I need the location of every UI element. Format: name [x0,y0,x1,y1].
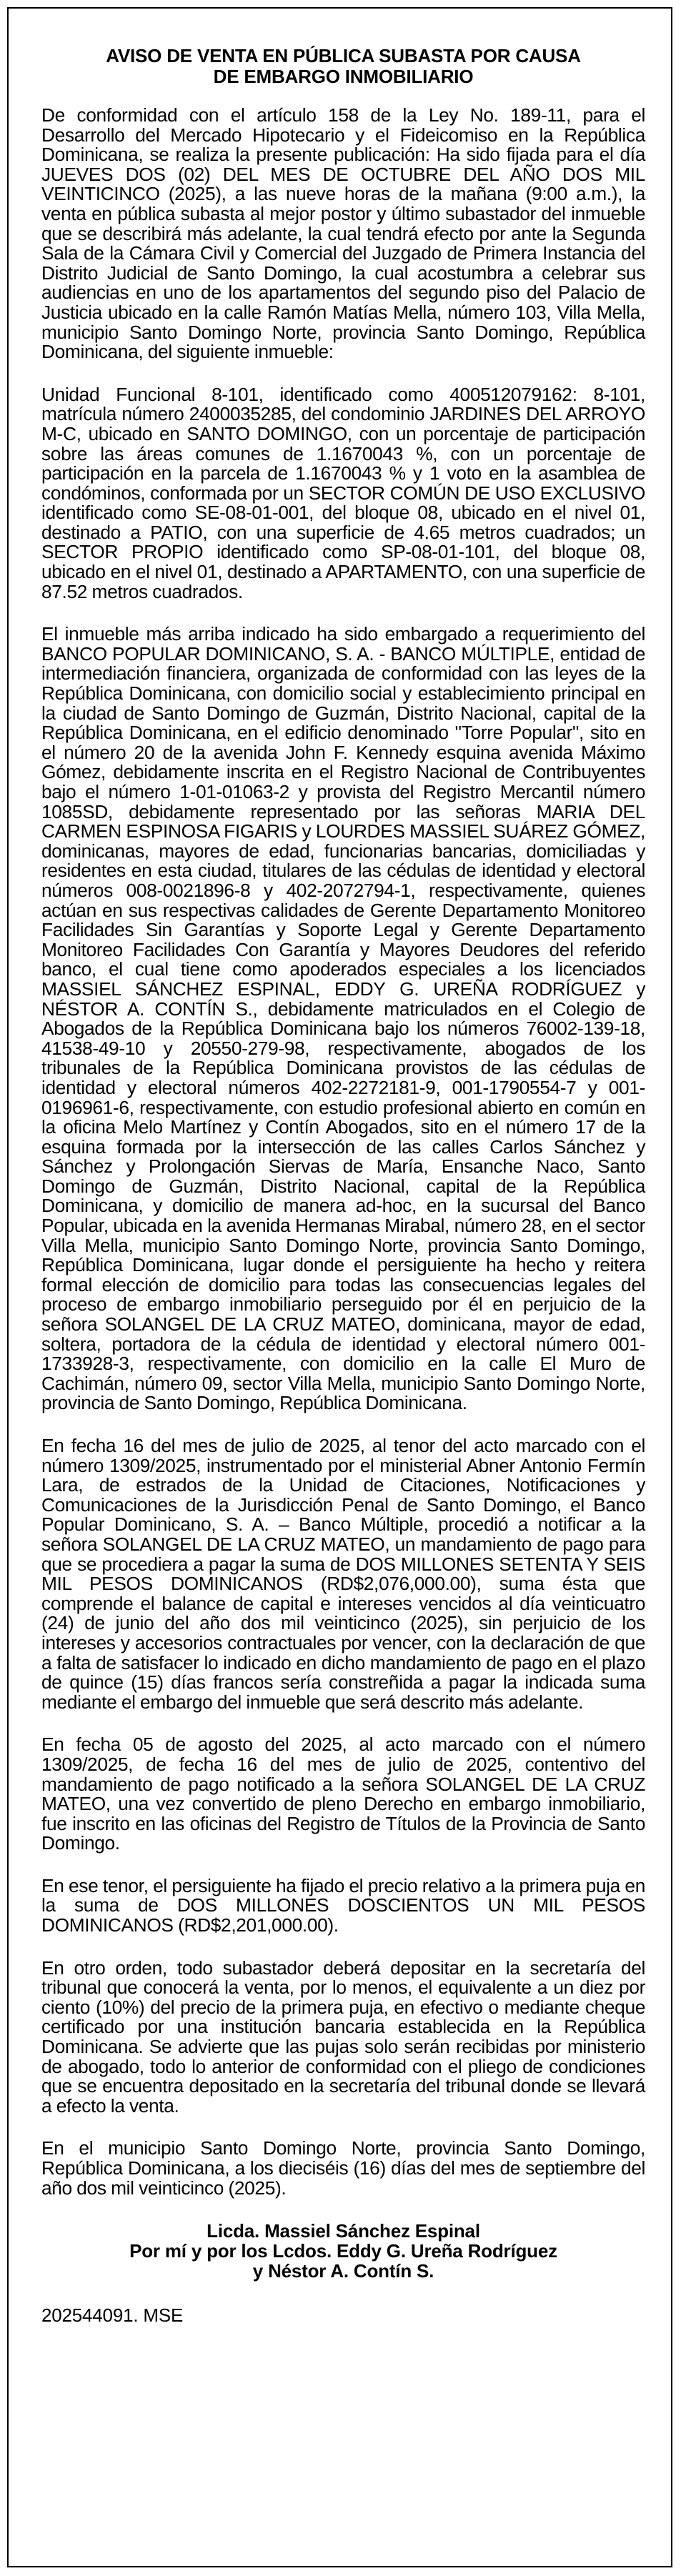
paragraph-seizure-registration: En fecha 05 de agosto del 2025, al acto marcado con el número 1309/2025, de fecha 16 del mes de julio de 2025, contentivo del mandamiento de pago notificado a la señora SOLANGEL DE LA CRUZ MATEO, una vez convertido de pleno Derecho en embargo inmobiliario, fue inscrito en las oficinas del Registro de Títulos de la Provincia de Santo Domingo. [41,1734,645,1854]
notice-body [41,46,645,2325]
paragraph-first-bid-price: En ese tenor, el persiguiente ha fijado el precio relativo a la primera puja en la suma de DOS MILLONES DOSCIENTOS UN MIL PESOS DOMINICANOS (RD$2,201,000.00). [41,1874,645,1936]
notice-title-line-2: DE EMBARGO INMOBILIARIO [213,66,474,87]
reference-code: 202544091. MSE [41,2304,184,2327]
notice-title-line-1: AVISO DE VENTA EN PÚBLICA SUBASTA POR CAUSA [106,45,581,66]
signature-on-behalf: Por mí y por los Lcdos. Eddy G. Ureña Rodríguez [129,2240,557,2262]
paragraph-property-description: Unidad Funcional 8-101, identificado como 400512079162: 8-101, matrícula número 2400035285, del condominio JARDINES DEL ARROYO M-C, ubicado en SANTO DOMINGO, con un porcentaje de participación sobre las áreas comunes de 1.1670043 %, con un porcentaje de participación en la parcela de 1.1670043 % y 1 voto en la asamblea de condóminos, conformada por un SECTOR COMÚN DE USO EXCLUSIVO identificado como SE-08-01-001, del bloque 08, ubicado en el nivel 01, destinado a PATIO, con una superficie de 4.65 metros cuadrados; un SECTOR PROPIO identificado como SP-08-01-101, del bloque 08, ubicado en el nivel 01, destinado a APARTAMENTO, con una superficie de 87.52 metros cuadrados. [41,383,645,602]
paragraph-payment-order: En fecha 16 del mes de julio de 2025, al tenor del acto marcado con el número 1309/2025, instrumentado por el ministerial Abner Antonio Fermín Lara, de estrados de la Unidad de Citaciones, Notificaciones y Comunicaciones de la Jurisdicción Penal de Santo Domingo, el Banco Popular Dominicano, S. A. – Banco Múltiple, procedió a notificar a la señora SOLANGEL DE LA CRUZ MATEO, un mandamiento de pago para que se procediera a pagar la suma de DOS MILLONES SETENTA Y SEIS MIL PESOS DOMINICANOS (RD$2,076,000.00), suma ésta que comprende el balance de capital e intereses vencidos al día veinticuatro (24) de junio del año dos mil veinticinco (2025), sin perjuicio de los intereses y accesorios contractuales por vencer, con la declaración de que a falta de satisfacer lo indicado en dicho mandamiento de pago en el plazo de quince (15) días francos sería constreñida a pagar la indicada suma mediante el embargo del inmueble que será descrito más adelante. [41,1435,645,1713]
notice-border [7,7,672,2567]
paragraph-auction-date: De conformidad con el artículo 158 de la Ley No. 189-11, para el Desarrollo del Mercado Hipotecario y el Fideicomiso en la República Dominicana, se realiza la presente publicación: Ha sido fijada para el día JUEVES DOS (02) DEL MES DE OCTUBRE DEL AÑO DOS MIL VEINTICINCO (2025), a las nueve horas de la mañana (9:00 a.m.), la venta en pública subasta al mejor postor y último subastador del inmueble que se describirá más adelante, la cual tendrá efecto por ante la Segunda Sala de la Cámara Civil y Comercial del Juzgado de Primera Instancia del Distrito Judicial de Santo Domingo, la cual acostumbra a celebrar sus audiencias en uno de los apartamentos del segundo piso del Palacio de Justicia ubicado en la calle Ramón Matías Mella, número 103, Villa Mella, municipio Santo Domingo Norte, provincia Santo Domingo, República Dominicana, del siguiente inmueble: [41,104,645,363]
paragraph-bidding-conditions: En otro orden, todo subastador deberá depositar en la secretaría del tribunal que conocerá la venta, por lo menos, el equivalente a un diez por ciento (10%) del precio de la primera puja, en efectivo o mediante cheque certificado por una institución bancaria establecida en la República Dominicana. Se advierte que las pujas solo serán recibidas por ministerio de abogado, todo lo anterior de conformidad con el pliego de condiciones que se encuentra depositado en la secretaría del tribunal donde se llevará a efecto la venta. [41,1956,645,2117]
signature-name: Licda. Massiel Sánchez Espinal [207,2220,480,2242]
signature-block [41,2221,645,2281]
signature-co-attorney: y Néstor A. Contín S. [252,2260,434,2282]
paragraph-place-and-date: En el municipio Santo Domingo Norte, provincia Santo Domingo, República Dominicana, a los dieciséis (16) días del mes de septiembre del año dos mil veinticinco (2025). [41,2137,645,2199]
notice-title [41,46,645,87]
paragraph-creditor-and-debtor: El inmueble más arriba indicado ha sido embargado a requerimiento del BANCO POPULAR DOMINICANO, S. A. - BANCO MÚLTIPLE, entidad de intermediación financiera, organizada de conformidad con las leyes de la República Dominicana, con domicilio social y establecimiento principal en la ciudad de Santo Domingo de Guzmán, Distrito Nacional, capital de la República Dominicana, en el edificio denominado "Torre Popular", sito en el número 20 de la avenida John F. Kennedy esquina avenida Máximo Gómez, debidamente inscrita en el Registro Nacional de Contribuyentes bajo el número 1-01-01063-2 y provista del Registro Mercantil número 1085SD, debidamente representado por las señoras MARIA DEL CARMEN ESPINOSA FIGARIS y LOURDES MASSIEL SUÁREZ GÓMEZ, dominicanas, mayores de edad, funcionarias bancarias, domiciliadas y residentes en esta ciudad, titulares de las cédulas de identidad y electoral números 008-0021896-8 y 402-2072794-1, respectivamente, quienes actúan en sus respectivas calidades de Gerente Departamento Monitoreo Facilidades Sin Garantías y Soporte Legal y Gerente Departamento Monitoreo Facilidades Con Garantía y Mayores Deudores del referido banco, el cual tiene como apoderados especiales a los licenciados MASSIEL SÁNCHEZ ESPINAL, EDDY G. UREÑA RODRÍGUEZ y NÉSTOR A. CONTÍN S., debidamente matriculados en el Colegio de Abogados de la República Dominicana bajo los números 76002-139-18, 41538-49-10 y 20550-279-98, respectivamente, abogados de los tribunales de la República Dominicana provistos de las cédulas de identidad y electoral números 402-2272181-9, 001-1790554-7 y 001-0196961-6, respectivamente, con estudio profesional abierto en común en la oficina Melo Martínez y Contín Abogados, sito en el número 17 de la esquina formada por la intersección de las calles Carlos Sánchez y Sánchez y Prolongación Siervas de María, Ensanche Naco, Santo Domingo de Guzmán, Distrito Nacional, capital de la República Dominicana, y domicilio de manera ad-hoc, en la sucursal del Banco Popular, ubicada en la avenida Hermanas Mirabal, número 28, en el sector Villa Mella, municipio Santo Domingo Norte, provincia Santo Domingo, República Dominicana, lugar donde el persiguiente ha hecho y reitera formal elección de domicilio para todas las consecuencias legales del proceso de embargo inmobiliario perseguido por él en perjuicio de la señora SOLANGEL DE LA CRUZ MATEO, dominicana, mayor de edad, soltera, portadora de la cédula de identidad y electoral número 001-1733928-3, respectivamente, con domicilio en la calle El Muro de Cachimán, número 09, sector Villa Mella, municipio Santo Domingo Norte, provincia de Santo Domingo, República Dominicana. [41,623,645,1414]
